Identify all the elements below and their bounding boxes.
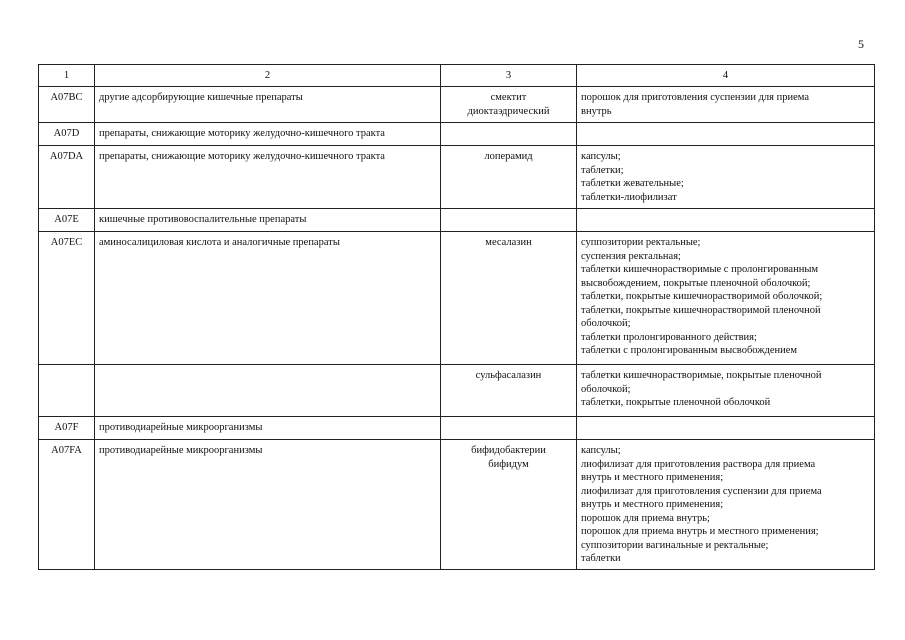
dosage-forms-cell (577, 232, 875, 365)
inn-line: смектит (490, 92, 527, 103)
group-name-cell: противодиарейные микроорганизмы (95, 417, 441, 440)
dosage-form-line: внутрь и местного применения; (581, 499, 724, 510)
header-row (39, 65, 875, 87)
dosage-form-line: оболочкой; (581, 383, 631, 395)
inn-cell (441, 365, 577, 417)
table-row (39, 87, 875, 123)
table-body (39, 87, 875, 570)
dosage-form-line: капсулы; (581, 151, 621, 162)
group-name-cell: другие адсорбирующие кишечные препараты (95, 87, 441, 123)
dosage-forms-cell (577, 209, 875, 232)
column-header-4: 4 (577, 65, 875, 87)
dosage-forms-cell (577, 123, 875, 146)
atc-code-cell: A07F (39, 417, 95, 440)
dosage-form-line: порошок для приема внутрь и местного применения; (581, 526, 819, 537)
atc-code-cell: A07BC (39, 87, 95, 123)
table-row (39, 123, 875, 146)
inn-line: месалазин (485, 237, 532, 248)
dosage-forms-cell (577, 87, 875, 123)
column-header-2: 2 (95, 65, 441, 87)
table-row (39, 440, 875, 570)
inn-cell (441, 123, 577, 146)
inn-cell (441, 87, 577, 123)
atc-code-cell: A07FA (39, 440, 95, 570)
dosage-form-line: таблетки кишечнорастворимые, покрытые пленочной (581, 370, 822, 381)
dosage-form-line: суппозитории ректальные; (581, 237, 701, 248)
atc-code-cell: A07DA (39, 146, 95, 209)
dosage-forms-cell (577, 146, 875, 209)
inn-line: лоперамид (484, 151, 533, 162)
dosage-form-line: порошок для приготовления суспензии для приема (581, 92, 809, 103)
dosage-form-line: таблетки-лиофилизат (581, 191, 677, 203)
atc-code-cell: A07D (39, 123, 95, 146)
group-name-cell: противодиарейные микроорганизмы (95, 440, 441, 570)
dosage-form-line: таблетки; (581, 164, 624, 176)
dosage-form-line: внутрь (581, 105, 612, 117)
dosage-form-line: лиофилизат для приготовления суспензии для приема (581, 485, 822, 497)
table-row (39, 232, 875, 365)
inn-cell (441, 232, 577, 365)
dosage-form-line: таблетки (581, 553, 621, 564)
atc-code-cell: A07E (39, 209, 95, 232)
drug-table (38, 64, 875, 570)
group-name-cell: препараты, снижающие моторику желудочно-кишечного тракта (95, 146, 441, 209)
dosage-forms-cell (577, 417, 875, 440)
column-header-1: 1 (39, 65, 95, 87)
dosage-form-line: таблетки, покрытые пленочной оболочкой (581, 397, 771, 408)
inn-cell (441, 440, 577, 570)
atc-code-cell (39, 365, 95, 417)
dosage-form-line: оболочкой; (581, 318, 631, 329)
dosage-form-line: порошок для приема внутрь; (581, 512, 710, 524)
group-name-cell: кишечные противовоспалительные препараты (95, 209, 441, 232)
table-row (39, 365, 875, 417)
inn-cell (441, 146, 577, 209)
table-row (39, 417, 875, 440)
dosage-form-line: капсулы; (581, 445, 621, 456)
dosage-form-line: таблетки жевательные; (581, 178, 684, 189)
group-name-cell: препараты, снижающие моторику желудочно-кишечного тракта (95, 123, 441, 146)
dosage-form-line: внутрь и местного применения; (581, 472, 724, 483)
table-row (39, 146, 875, 209)
dosage-form-line: таблетки с пролонгированным высвобождением (581, 345, 798, 356)
dosage-form-line: таблетки, покрытые кишечнорастворимой оболочкой; (581, 291, 823, 302)
group-name-cell: аминосалициловая кислота и аналогичные препараты (95, 232, 441, 365)
dosage-form-line: таблетки пролонгированного действия; (581, 331, 757, 343)
dosage-forms-cell (577, 365, 875, 417)
dosage-form-line: лиофилизат для приготовления раствора для приема (581, 458, 816, 470)
dosage-form-line: суспензия ректальная; (581, 250, 681, 262)
dosage-form-line: таблетки кишечнорастворимые с пролонгированным (581, 264, 819, 275)
table-row (39, 209, 875, 232)
inn-line: диоктаэдрический (467, 105, 550, 117)
dosage-form-line: высвобождением, покрытые пленочной оболочкой; (581, 277, 811, 289)
column-header-3: 3 (441, 65, 577, 87)
page-number: 5 (858, 37, 864, 51)
dosage-form-line: таблетки, покрытые кишечнорастворимой пленочной (581, 304, 821, 316)
inn-cell (441, 209, 577, 232)
inn-line: бифидум (488, 458, 529, 470)
dosage-forms-cell (577, 440, 875, 570)
inn-line: сульфасалазин (475, 370, 542, 381)
group-name-cell (95, 365, 441, 417)
inn-cell (441, 417, 577, 440)
atc-code-cell: A07EC (39, 232, 95, 365)
inn-line: бифидобактерии (471, 445, 546, 456)
dosage-form-line: суппозитории вагинальные и ректальные; (581, 539, 769, 551)
